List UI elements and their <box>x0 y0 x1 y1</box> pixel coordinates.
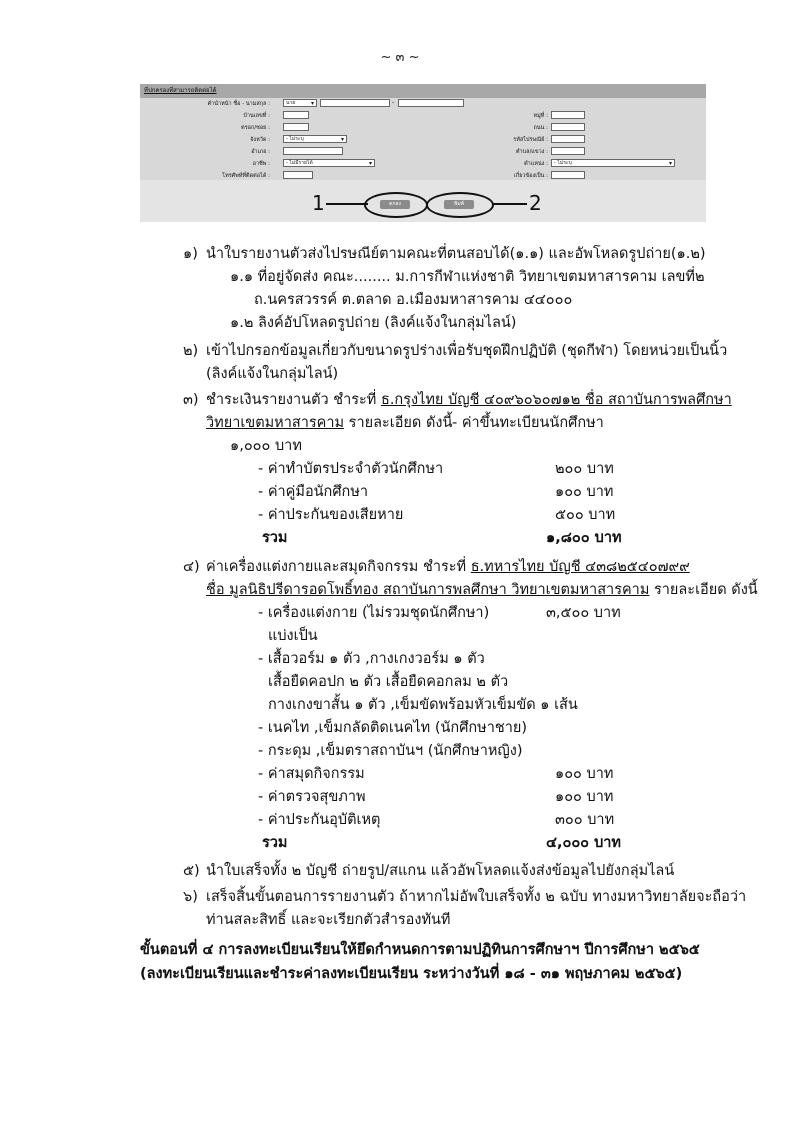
occupation-value: - ไม่มีรายได้ <box>286 160 313 166</box>
item-3-total-label: รวม <box>262 530 288 546</box>
relation-input[interactable] <box>551 171 585 179</box>
item-4-row-3-label: - ค่าประกันอุบัติเหตุ <box>258 812 381 828</box>
item-4-line2 <box>206 580 758 600</box>
item-3-registration-fee: - ค่าขึ้นทะเบียนนักศึกษา <box>452 415 604 431</box>
item-4-number: ๔) <box>183 559 200 575</box>
relation-value: - ไม่ระบุ <box>554 160 572 166</box>
item-4-split: แบ่งเป็น <box>268 628 318 644</box>
item-4-uniform-amount: ๓,๕๐๐ บาท <box>546 605 621 621</box>
last-name-input[interactable] <box>398 99 464 107</box>
item-2-line2: (ลิงค์แจ้งในกลุ่มไลน์) <box>206 366 339 382</box>
item-6-line2: ท่านสละสิทธิ์ และจะเรียกตัวสำรองทันที <box>206 912 451 928</box>
label-occupation: อาชีพ : <box>252 161 270 167</box>
item-4-row-1-label: - ค่าสมุดกิจกรรม <box>258 766 365 782</box>
province-select[interactable] <box>283 135 347 143</box>
item-4-list-3: กางเกงขาสั้น ๑ ตัว ,เข็มขัดพร้อมหัวเข็มขัด ๑ เส้น <box>268 697 578 713</box>
form-screenshot <box>140 84 706 222</box>
item-3-bank-account: ธ.กรุงไทย บัญชี ๔๐๙๖๐๖๐๗๑๒ ชื่อ สถาบันการพลศึกษา <box>380 392 732 408</box>
item-1-number: ๑) <box>183 246 198 262</box>
item-3-line1-text: ชำระเงินรายงานตัว ชำระที่ <box>206 392 381 408</box>
item-2-number: ๒) <box>183 343 199 359</box>
occupation-select[interactable] <box>283 159 375 167</box>
district-input[interactable] <box>283 147 343 155</box>
prefix-value: นาย <box>286 100 296 106</box>
form-section-title: ที่ปกครองที่สามารถติดต่อได้ <box>144 87 217 94</box>
marker-1: 1 <box>312 191 325 215</box>
step-4-heading: ขั้นตอนที่ ๔ การลงทะเบียนเรียนให้ยึดกำหนดการตามปฏิทินการศึกษาฯ ปีการศึกษา ๒๕๖๕ <box>140 942 700 958</box>
item-4-row-3-amount: ๓๐๐ บาท <box>555 812 615 828</box>
item-3-row-3-amount: ๕๐๐ บาท <box>555 507 616 523</box>
item-4-line1 <box>206 557 690 577</box>
item-4-uniform: - เครื่องแต่งกาย (ไม่รวมชุดนักศึกษา) <box>258 605 490 621</box>
item-4-row-2-amount: ๑๐๐ บาท <box>555 789 614 805</box>
item-1-1-line2: ถ.นครสวรรค์ ต.ตลาด อ.เมืองมหาสารคาม ๔๔๐๐๐ <box>254 292 573 308</box>
label-phone: โทรศัพท์ที่ติดต่อได้ : <box>222 173 270 179</box>
label-district: อำเภอ : <box>251 149 270 155</box>
item-6-line1: เสร็จสิ้นขั้นตอนการรายงานตัว ถ้าหากไม่อัพใบเสร็จทั้ง ๒ ฉบับ ทางมหาวิทยาลัยจะถือว่า <box>206 889 747 905</box>
relation-select[interactable] <box>551 159 675 167</box>
marker-2: 2 <box>529 191 542 215</box>
moo-input[interactable] <box>551 111 585 119</box>
item-4-row-1-amount: ๑๐๐ บาท <box>555 766 614 782</box>
form-header-bar <box>140 84 706 98</box>
item-4-list-4: - เนคไท ,เข็มกลัดติดเนคไท (นักศึกษาชาย) <box>258 720 528 736</box>
item-3-total-amount: ๑,๘๐๐ บาท <box>546 530 622 546</box>
label-alley: ตรอก/ซอย : <box>241 125 270 131</box>
item-4-line2-text: รายละเอียด ดังนี้ <box>649 582 758 598</box>
label-province: จังหวัด : <box>250 137 270 143</box>
label-prefix-name: คำนำหน้า ชื่อ - นามสกุล : <box>207 101 270 107</box>
subdistrict-input[interactable] <box>551 147 585 155</box>
label-house-no: บ้านเลขที่ : <box>243 113 270 119</box>
house-no-input[interactable] <box>283 111 309 119</box>
item-3-row-2-amount: ๑๐๐ บาท <box>555 484 614 500</box>
label-subdistrict: ตำบล/แขวง : <box>515 149 548 155</box>
item-3-row-1-amount: ๒๐๐ บาท <box>555 461 614 477</box>
marker-2-line <box>493 203 527 205</box>
label-position: ตำแหน่ง : <box>524 161 548 167</box>
item-5-number: ๕) <box>183 863 200 879</box>
step-4-dates: (ลงทะเบียนเรียนและชำระค่าลงทะเบียนเรียน ระหว่างวันที่ ๑๘ - ๓๑ พฤษภาคม ๒๕๖๕) <box>140 966 683 982</box>
marker-1-line <box>326 203 368 205</box>
item-4-list-5: - กระดุม ,เข็มตราสถาบันฯ (นักศึกษาหญิง) <box>258 743 523 759</box>
item-4-total-amount: ๔,๐๐๐ บาท <box>546 835 621 851</box>
province-value: - ไม่ระบุ <box>286 136 304 142</box>
item-4-foundation: ชื่อ มูลนิธิปรีดารอดโพธิ์ทอง สถาบันการพลศึกษา วิทยาเขตมหาสารคาม <box>206 582 650 598</box>
item-4-list-2: เสื้อยืดคอปก ๒ ตัว เสื้อยืดคอกลม ๒ ตัว <box>268 674 509 690</box>
item-4-list-1: - เสื้อวอร์ม ๑ ตัว ,กางเกงวอร์ม ๑ ตัว <box>258 651 485 667</box>
item-3-row-3-label: - ค่าประกันของเสียหาย <box>258 507 404 523</box>
item-3-campus: วิทยาเขตมหาสารคาม <box>206 415 345 431</box>
item-1-text: นำใบรายงานตัวส่งไปรษณีย์ตามคณะที่ตนสอบได้(๑.๑) และอัพโหลดรูปถ่าย(๑.๒) <box>206 246 706 262</box>
item-3-row-1-label: - ค่าทำบัตรประจำตัวนักศึกษา <box>258 461 444 477</box>
first-name-input[interactable] <box>320 99 390 107</box>
label-postal-code: รหัสไปรษณีย์ : <box>513 137 548 143</box>
item-6-number: ๖) <box>183 889 198 905</box>
item-3-number: ๓) <box>183 392 199 408</box>
prefix-select[interactable] <box>283 99 317 107</box>
label-relation: เกี่ยวข้องเป็น : <box>513 173 548 179</box>
page-number: ~ ๓ ~ <box>380 50 420 65</box>
item-5-text: นำใบเสร็จทั้ง ๒ บัญชี ถ่ายรูป/สแกน แล้วอัพโหลดแจ้งส่งข้อมูลไปยังกลุ่มไลน์ <box>206 863 675 879</box>
item-4-row-2-label: - ค่าตรวจสุขภาพ <box>258 789 366 805</box>
label-moo: หมู่ที่ : <box>533 113 548 119</box>
item-1-2: ๑.๒ ลิงค์อัปโหลดรูปถ่าย (ลิงค์แจ้งในกลุ่มไลน์) <box>230 315 517 331</box>
item-1-1-line1: ๑.๑ ที่อยู่จัดส่ง คณะ........ ม.การกีฬาแห่งชาติ วิทยาเขตมหาสารคาม เลขที่๒ <box>230 269 705 285</box>
item-4-bank-account: ธ.ทหารไทย บัญชี ๔๓๘๒๕๔๐๗๙๙ <box>470 559 690 575</box>
item-4-total-label: รวม <box>262 835 288 851</box>
item-2-line1: เข้าไปกรอกข้อมูลเกี่ยวกับขนาดรูปร่างเพื่อรับชุดฝึกปฏิบัติ (ชุดกีฬา) โดยหน่วยเป็นนิ้ว <box>206 343 728 359</box>
name-dash: - <box>392 99 395 106</box>
item-3-row-2-label: - ค่าคู่มือนักศึกษา <box>258 484 369 500</box>
print-button[interactable]: พิมพ์ <box>444 200 474 209</box>
road-input[interactable] <box>551 123 585 131</box>
item-4-line1-text: ค่าเครื่องแต่งกายและสมุดกิจกรรม ชำระที่ <box>206 559 471 575</box>
item-3-line1 <box>206 390 732 410</box>
ok-button[interactable]: ตกลง <box>380 200 410 209</box>
label-road: ถนน : <box>533 125 548 131</box>
alley-input[interactable] <box>283 123 309 131</box>
item-3-line2 <box>206 413 452 433</box>
postal-code-input[interactable] <box>551 135 585 143</box>
item-3-line2-text: รายละเอียด ดังนี้ <box>344 415 453 431</box>
item-3-registration-amount: ๑,๐๐๐ บาท <box>230 438 302 454</box>
phone-input[interactable] <box>283 171 313 179</box>
